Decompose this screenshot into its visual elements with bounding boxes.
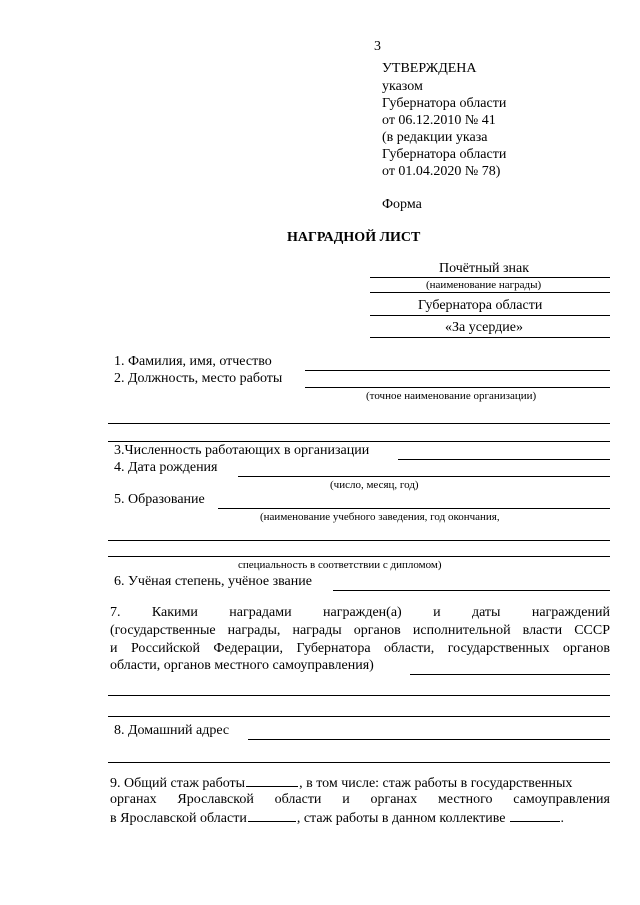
award-name-line1: Почётный знак [439,261,530,276]
field-1-line[interactable] [305,370,610,371]
field-5-label: 5. Образование [114,492,205,507]
award-name-line2: Губернатора области [418,298,543,313]
field-7-line-extra-2[interactable] [108,716,610,717]
field-2-line-extra[interactable] [108,423,610,424]
field-5-line-extra-1[interactable] [108,540,610,541]
field-9-label-a: 9. Общий стаж работы [110,776,246,791]
field-9-total-blank[interactable] [246,775,298,787]
approval-line: от 06.12.2010 № 41 [382,113,496,128]
approval-line: УТВЕРЖДЕНА [382,61,477,76]
award-underline-3 [370,315,610,316]
field-5-line-extra-2[interactable] [108,556,610,557]
approval-line: указом [382,79,423,94]
approval-line: (в редакции указа [382,130,488,145]
field-7-line-1: 7. Какими наградами награжден(а) и даты награждений [110,605,610,620]
award-name-line3: «За усердие» [445,320,523,335]
field-7-line-3: и Российской Федерации, Губернатора области, государственных органов [110,641,610,656]
field-9-line-1 [110,775,610,791]
field-6-line[interactable] [333,590,610,591]
field-2-caption: (точное наименование организации) [366,390,537,402]
approval-line: Губернатора области [382,147,507,162]
field-9-line-3 [110,810,610,826]
field-7-line-2: (государственные награды, награды органов исполнительной власти СССР [110,623,610,638]
approval-line: Губернатора области [382,96,507,111]
field-5-line[interactable] [218,508,610,509]
field-8-label: 8. Домашний адрес [114,723,230,738]
award-underline-4 [370,337,610,338]
field-9-label-b: , в том числе: стаж работы в государственных [299,776,573,791]
field-3-top-line [108,441,610,442]
document-title: НАГРАДНОЙ ЛИСТ [287,230,421,245]
field-7-line-4: области, органов местного самоуправления) [110,658,374,673]
approval-line: от 01.04.2020 № 78) [382,164,501,179]
field-9-label-d: , стаж работы в данном коллективе [296,811,506,826]
award-underline-1 [370,277,610,278]
field-4-line[interactable] [238,476,610,477]
field-9-label-c: в Ярославской области [110,811,247,826]
field-5-caption: (наименование учебного заведения, год окончания, [260,511,500,523]
field-7-line[interactable] [410,674,610,675]
field-8-line[interactable] [248,739,610,740]
field-4-label: 4. Дата рождения [114,460,218,475]
field-3-label: 3.Численность работающих в организации [114,443,370,458]
field-7-line-extra-1[interactable] [108,695,610,696]
field-9-label-e: . [560,811,564,826]
field-5-caption-2: специальность в соответствии с дипломом) [238,559,442,571]
field-2-label: 2. Должность, место работы [114,371,283,386]
form-label: Форма [382,197,422,212]
field-1-label: 1. Фамилия, имя, отчество [114,354,272,369]
field-4-caption: (число, месяц, год) [330,479,419,491]
field-3-line[interactable] [398,459,610,460]
field-9-line-2: органах Ярославской области и органах местного самоуправления [110,792,610,807]
field-9-collective-blank[interactable] [510,810,560,822]
field-2-line[interactable] [305,387,610,388]
field-8-line-extra[interactable] [108,762,610,763]
field-9-regional-blank[interactable] [248,810,296,822]
award-name-caption: (наименование награды) [426,279,542,291]
page-number: 3 [374,39,381,54]
field-6-label: 6. Учёная степень, учёное звание [114,574,312,589]
award-underline-2 [370,292,610,293]
